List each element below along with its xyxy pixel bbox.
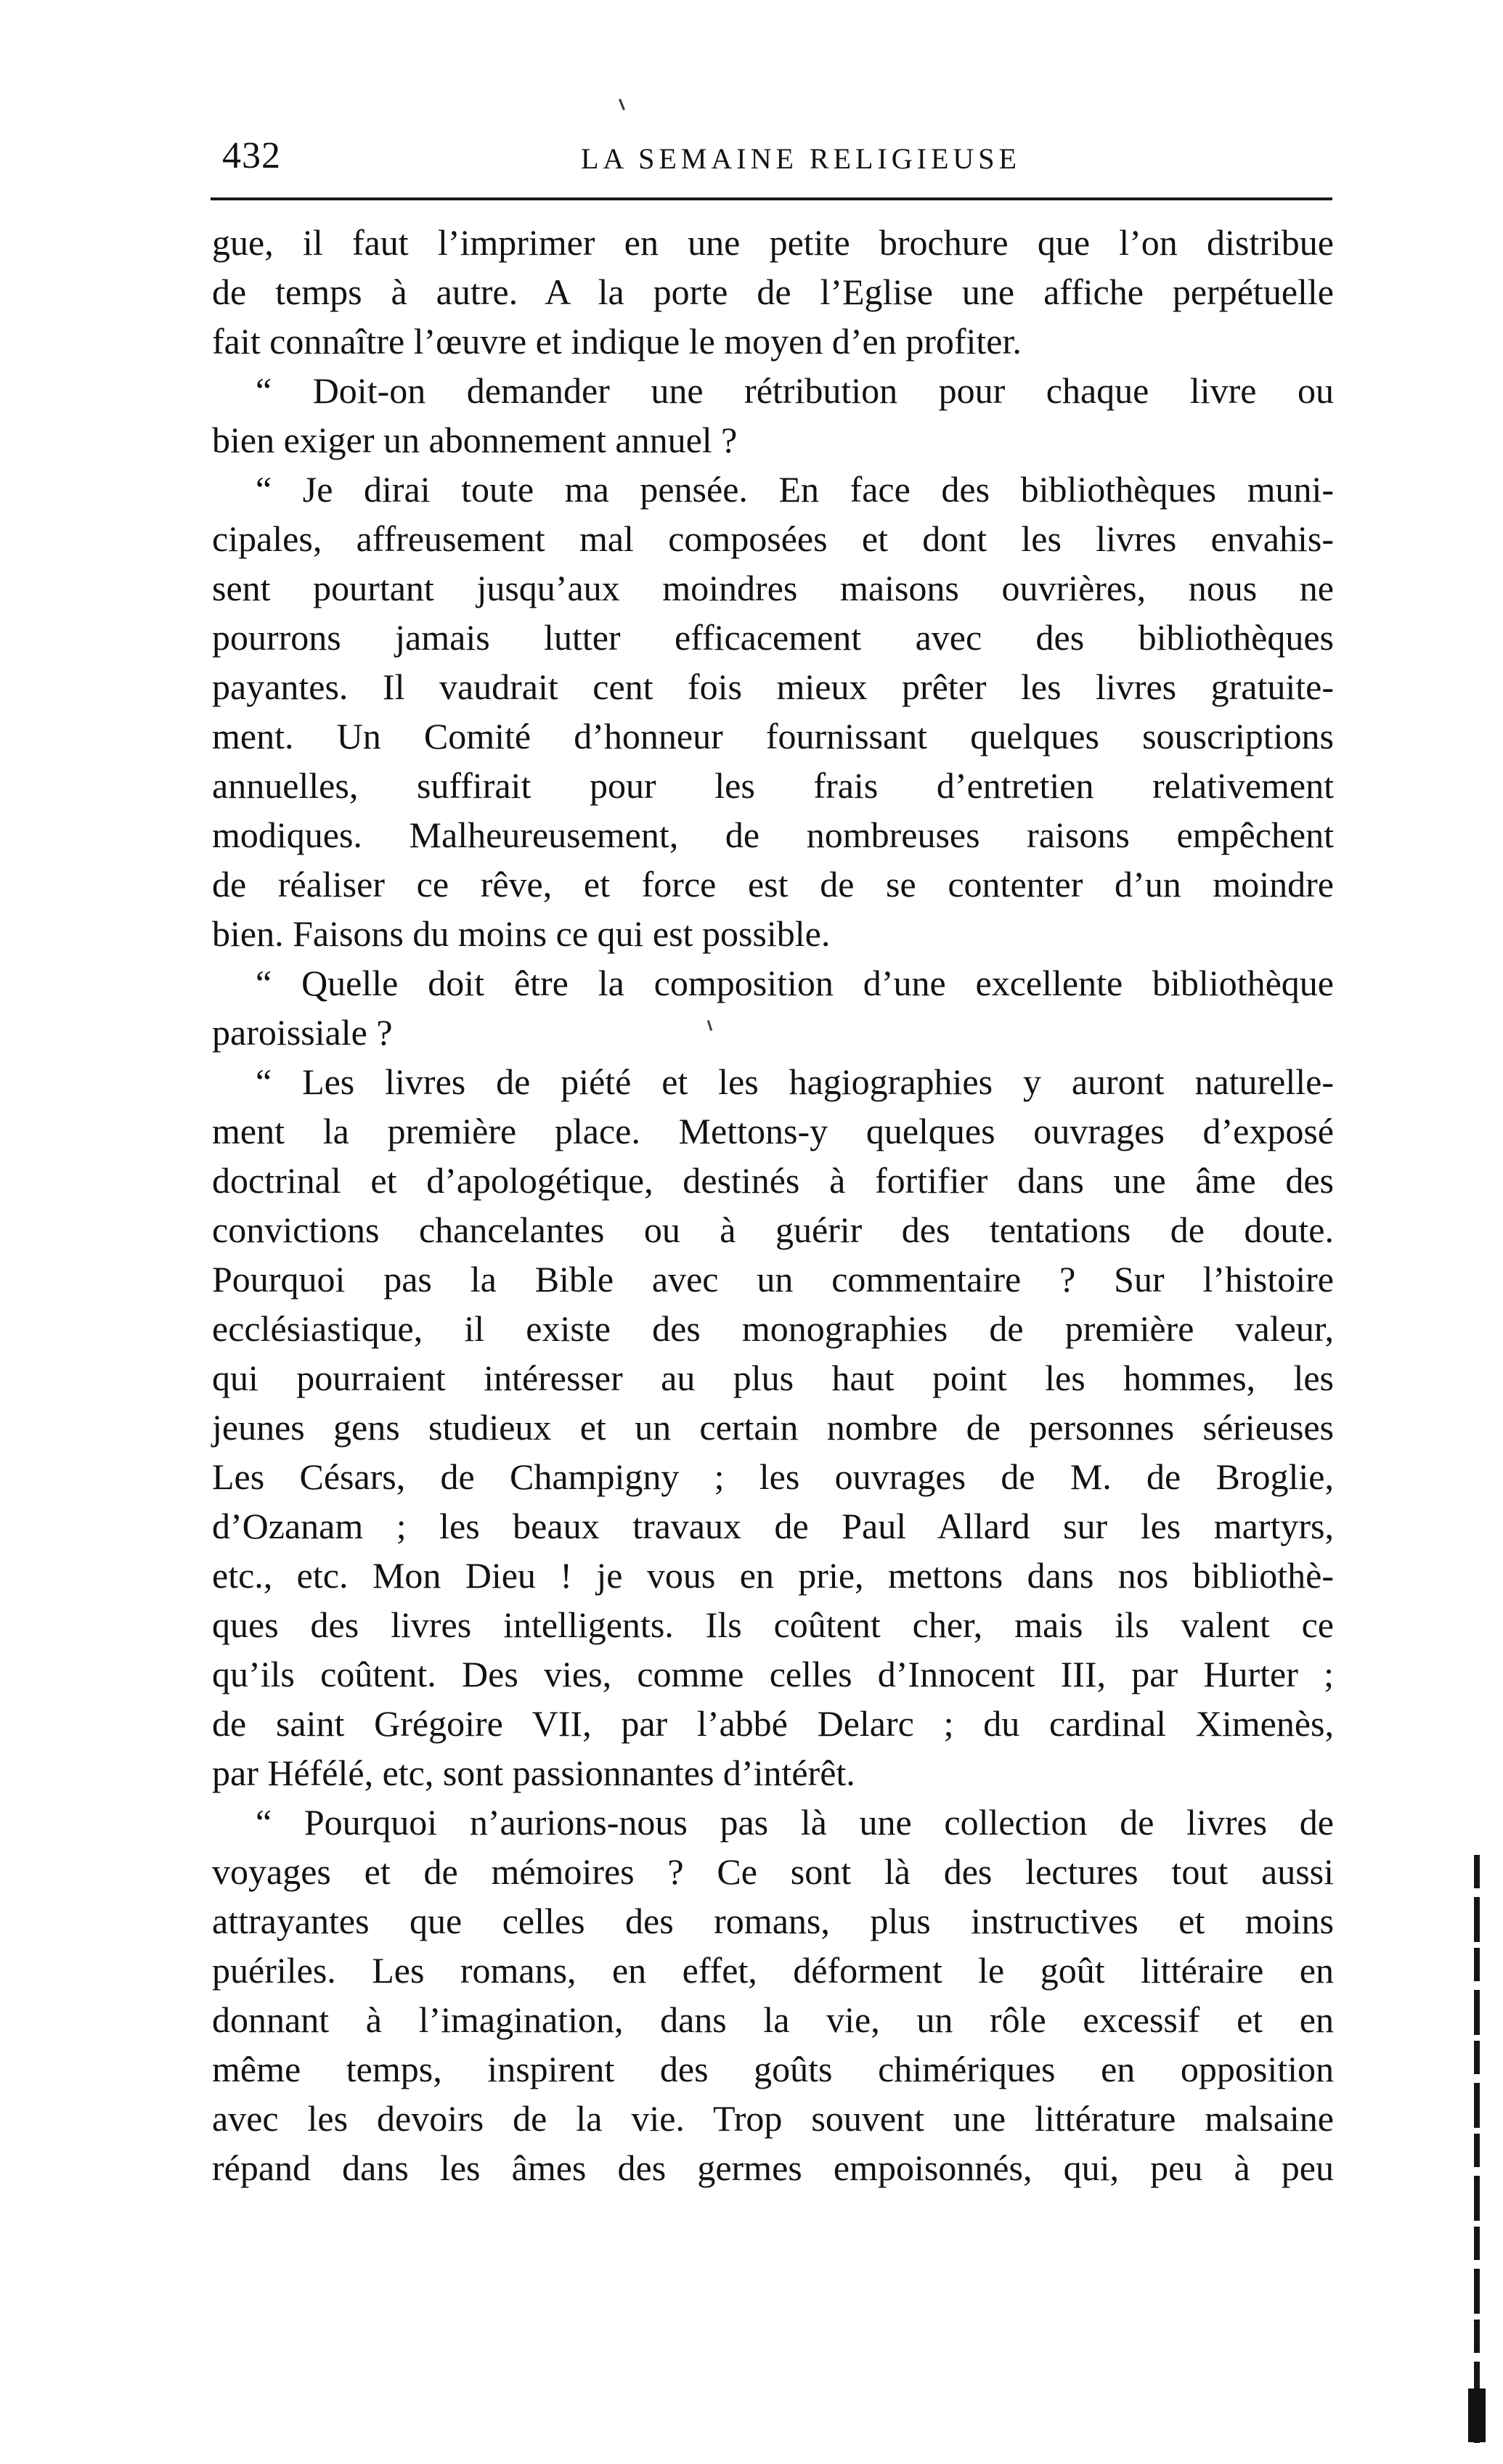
text-line: convictions chancelantes ou à guérir des tentations de doute.: [212, 1209, 1334, 1250]
text-line: gue, il faut l’imprimer en une petite brochure que l’on distribue: [212, 222, 1334, 263]
text-line: qu’ils coûtent. Des vies, comme celles d’Innocent III, par Hurter ;: [212, 1654, 1334, 1694]
text-line: jeunes gens studieux et un certain nombre de personnes sérieuses: [212, 1407, 1334, 1448]
text-line: bien exiger un abonnement annuel ?: [212, 420, 738, 460]
text-line: bien. Faisons du moins ce qui est possible.: [212, 913, 831, 954]
text-line: cipales, affreusement mal composées et dont les livres envahis-: [212, 518, 1334, 559]
text-line: attrayantes que celles des romans, plus instructives et moins: [212, 1901, 1334, 1941]
header-rule: [211, 197, 1332, 200]
journal-title: LA SEMAINE RELIGIEUSE: [581, 142, 1021, 175]
text-line: de réaliser ce rêve, et force est de se contenter d’un moindre: [212, 864, 1334, 905]
page-number: 432: [222, 135, 281, 176]
text-line: ques des livres intelligents. Ils coûtent cher, mais ils valent ce: [212, 1604, 1334, 1645]
text-line: de temps à autre. A la porte de l’Eglise une affiche perpétuelle: [212, 272, 1334, 312]
text-line: “ Je dirai toute ma pensée. En face des bibliothèques muni-: [256, 469, 1334, 510]
print-speck: [619, 99, 625, 110]
text-line: “ Les livres de piété et les hagiographies y auront naturelle-: [256, 1061, 1334, 1102]
text-line: ecclésiastique, il existe des monographies de première valeur,: [212, 1308, 1334, 1349]
text-line: d’Ozanam ; les beaux travaux de Paul Allard sur les martyrs,: [212, 1506, 1334, 1546]
text-line: donnant à l’imagination, dans la vie, un rôle excessif et en: [212, 1999, 1334, 2040]
text-line: puériles. Les romans, en effet, déforment le goût littéraire en: [212, 1950, 1334, 1991]
text-line: même temps, inspirent des goûts chimériques en opposition: [212, 2049, 1334, 2089]
text-line: annuelles, suffirait pour les frais d’entretien relativement: [212, 765, 1334, 806]
text-line: modiques. Malheureusement, de nombreuses raisons empêchent: [212, 815, 1334, 855]
text-line: doctrinal et d’apologétique, destinés à fortifier dans une âme des: [212, 1160, 1334, 1201]
text-line: de saint Grégoire VII, par l’abbé Delarc ; du cardinal Ximenès,: [212, 1703, 1334, 1744]
text-line: par Héfélé, etc, sont passionnantes d’intérêt.: [212, 1753, 855, 1793]
text-line: “ Quelle doit être la composition d’une excellente bibliothèque: [256, 963, 1334, 1003]
text-line: fait connaître l’œuvre et indique le moyen d’en profiter.: [212, 321, 1022, 362]
text-line: Les Césars, de Champigny ; les ouvrages de M. de Broglie,: [212, 1456, 1334, 1497]
page-edge-mark: [1474, 1855, 1480, 2443]
text-line: sent pourtant jusqu’aux moindres maisons ouvrières, nous ne: [212, 568, 1334, 608]
text-line: etc., etc. Mon Dieu ! je vous en prie, mettons dans nos bibliothè-: [212, 1555, 1334, 1596]
text-line: ment. Un Comité d’honneur fournissant quelques souscriptions: [212, 716, 1334, 756]
text-line: Pourquoi pas la Bible avec un commentaire ? Sur l’histoire: [212, 1259, 1334, 1300]
text-line: ment la première place. Mettons-y quelques ouvrages d’exposé: [212, 1111, 1334, 1151]
text-line: qui pourraient intéresser au plus haut point les hommes, les: [212, 1358, 1334, 1398]
text-line: payantes. Il vaudrait cent fois mieux prêter les livres gratuite-: [212, 666, 1334, 707]
text-line: voyages et de mémoires ? Ce sont là des lectures tout aussi: [212, 1851, 1334, 1892]
text-line: “ Pourquoi n’aurions-nous pas là une collection de livres de: [256, 1802, 1334, 1843]
text-line: pourrons jamais lutter efficacement avec des bibliothèques: [212, 617, 1334, 658]
text-line: avec les devoirs de la vie. Trop souvent une littérature malsaine: [212, 2098, 1334, 2139]
body-text: [212, 218, 1334, 2192]
text-line: “ Doit-on demander une rétribution pour chaque livre ou: [256, 370, 1334, 411]
text-line: paroissiale ?: [212, 1012, 393, 1053]
running-header: [211, 131, 1340, 181]
page-edge-mark: [1468, 2388, 1486, 2442]
text-line: répand dans les âmes des germes empoisonnés, qui, peu à peu: [212, 2147, 1334, 2188]
